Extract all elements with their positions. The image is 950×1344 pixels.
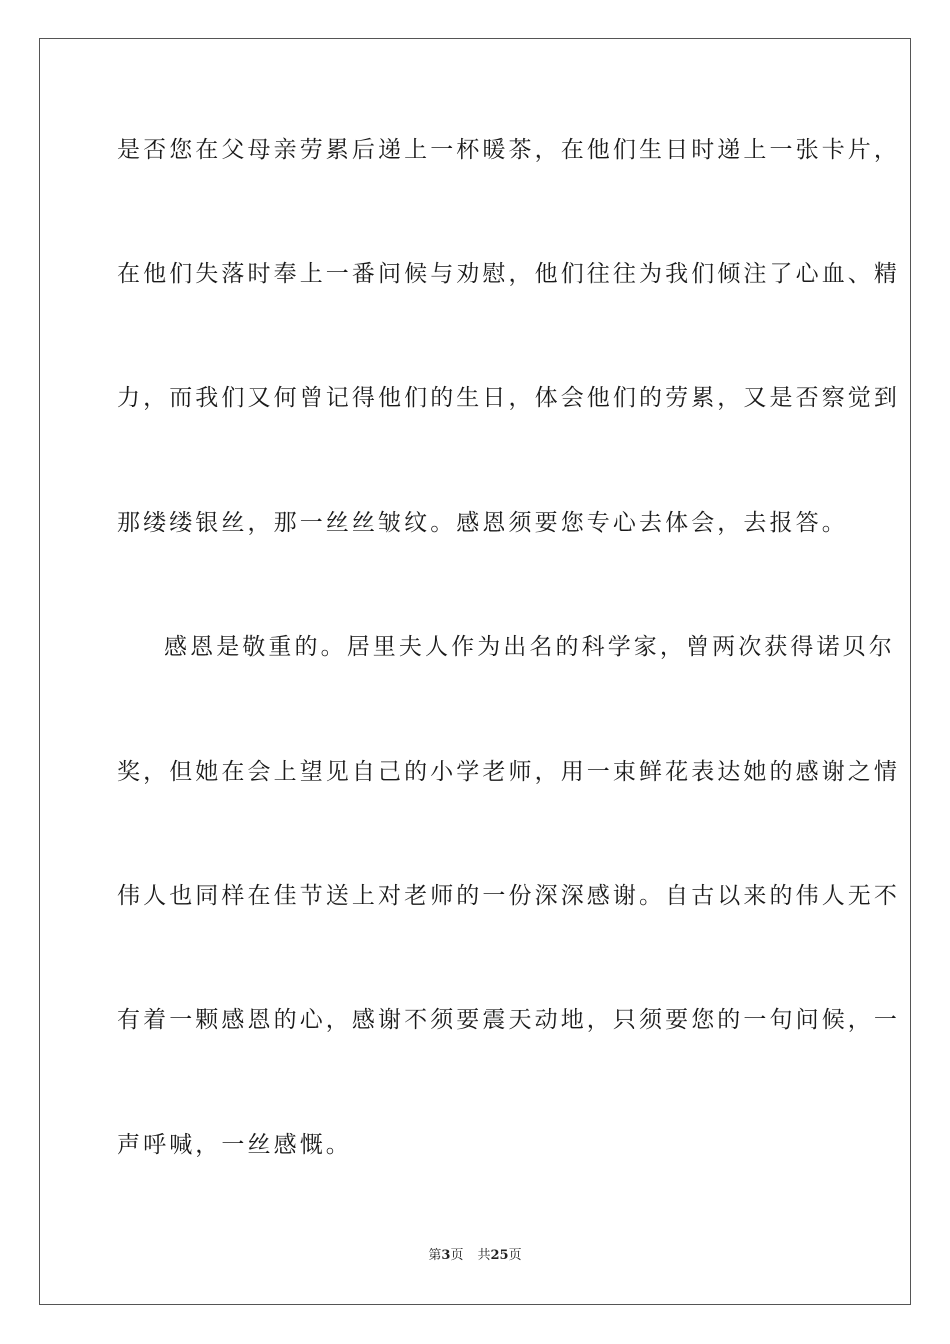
page-border	[39, 38, 911, 1305]
text-line-9: 声呼喊，一丝感慨。	[117, 1132, 352, 1158]
total-suffix: 页	[508, 1248, 522, 1263]
text-line-4: 那缕缕银丝，那一丝丝皱纹。感恩须要您专心去体会，去报答。	[117, 510, 848, 536]
page-number: 3	[441, 1248, 451, 1263]
total-pages: 25	[490, 1248, 509, 1263]
text-line-2: 在他们失落时奉上一番问候与劝慰，他们往往为我们倾注了心血、精	[117, 261, 900, 287]
text-line-5-indented: 感恩是敬重的。居里夫人作为出名的科学家，曾两次获得诺贝尔	[164, 634, 895, 660]
page-footer	[0, 1247, 950, 1265]
text-line-1: 是否您在父母亲劳累后递上一杯暖茶，在他们生日时递上一张卡片，	[117, 137, 900, 163]
page-suffix: 页	[450, 1248, 464, 1263]
text-line-6: 奖，但她在会上望见自己的小学老师，用一束鲜花表达她的感谢之情	[117, 759, 900, 785]
total-prefix: 共	[477, 1248, 491, 1263]
text-line-8: 有着一颗感恩的心，感谢不须要震天动地，只须要您的一句问候，一	[117, 1007, 900, 1033]
text-line-7: 伟人也同样在佳节送上对老师的一份深深感谢。自古以来的伟人无不	[117, 883, 900, 909]
page-prefix: 第	[428, 1248, 442, 1263]
text-line-3: 力，而我们又何曾记得他们的生日，体会他们的劳累，又是否察觉到	[117, 385, 900, 411]
